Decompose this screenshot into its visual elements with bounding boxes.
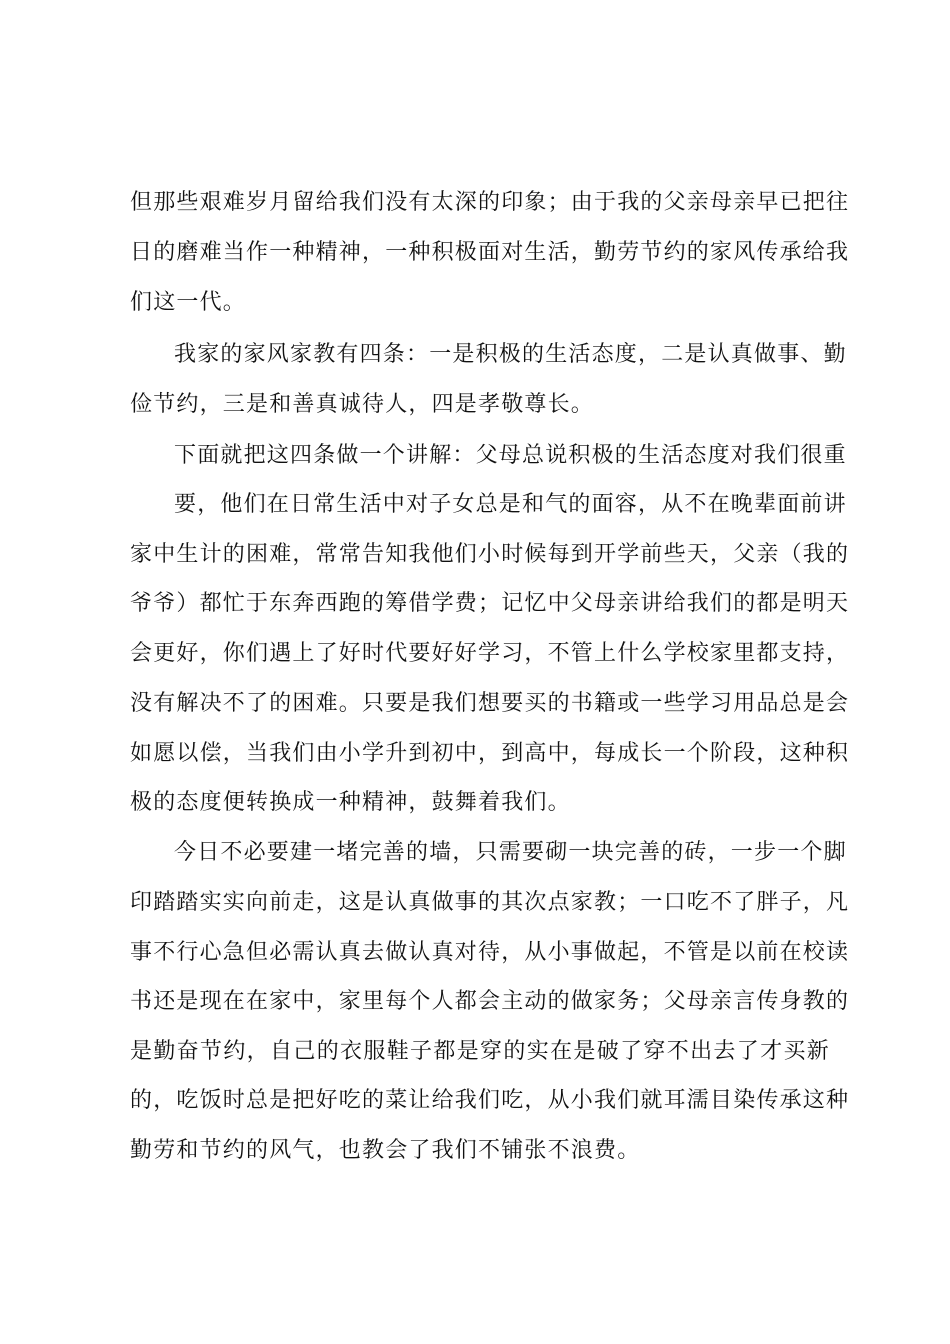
text-line: 会更好，你们遇上了好时代要好好学习，不管上什么学校家里都支持，	[130, 641, 850, 666]
text-line: 没有解决不了的困难。只要是我们想要买的书籍或一些学习用品总是会	[130, 691, 850, 716]
text-line: 家中生计的困难，常常告知我他们小时候每到开学前些天，父亲（我的	[130, 542, 850, 567]
text-line: 的，吃饭时总是把好吃的菜让给我们吃，从小我们就耳濡目染传承这种	[130, 1088, 850, 1113]
text-line: 今日不必要建一堵完善的墙，只需要砌一块完善的砖，一步一个脚	[174, 840, 847, 865]
text-line: 爷爷）都忙于东奔西跑的筹借学费；记忆中父母亲讲给我们的都是明天	[130, 591, 850, 616]
text-line: 要，他们在日常生活中对子女总是和气的面容，从不在晚辈面前讲	[174, 492, 847, 517]
text-line: 但那些艰难岁月留给我们没有太深的印象；由于我的父亲母亲早已把往	[130, 190, 850, 215]
text-line: 勤劳和节约的风气，也教会了我们不铺张不浪费。	[130, 1138, 641, 1163]
text-line: 事不行心急但必需认真去做认真对待，从小事做起，不管是以前在校读	[130, 940, 850, 965]
text-line: 俭节约，三是和善真诚待人，四是孝敬尊长。	[130, 392, 595, 417]
text-line: 如愿以偿，当我们由小学升到初中，到高中，每成长一个阶段，这种积	[130, 741, 850, 766]
text-line: 下面就把这四条做一个讲解：父母总说积极的生活态度对我们很重	[174, 443, 847, 468]
text-line: 们这一代。	[130, 290, 247, 315]
text-line: 极的态度便转换成一种精神，鼓舞着我们。	[130, 790, 571, 815]
text-line: 书还是现在在家中，家里每个人都会主动的做家务；父母亲言传身教的	[130, 989, 850, 1014]
text-line: 我家的家风家教有四条：一是积极的生活态度，二是认真做事、勤	[174, 342, 847, 367]
text-line: 印踏踏实实向前走，这是认真做事的其次点家教；一口吃不了胖子，凡	[130, 890, 850, 915]
text-line: 是勤奋节约，自己的衣服鞋子都是穿的实在是破了穿不出去了才买新	[130, 1039, 830, 1064]
text-line: 日的磨难当作一种精神，一种积极面对生活，勤劳节约的家风传承给我	[130, 240, 850, 265]
